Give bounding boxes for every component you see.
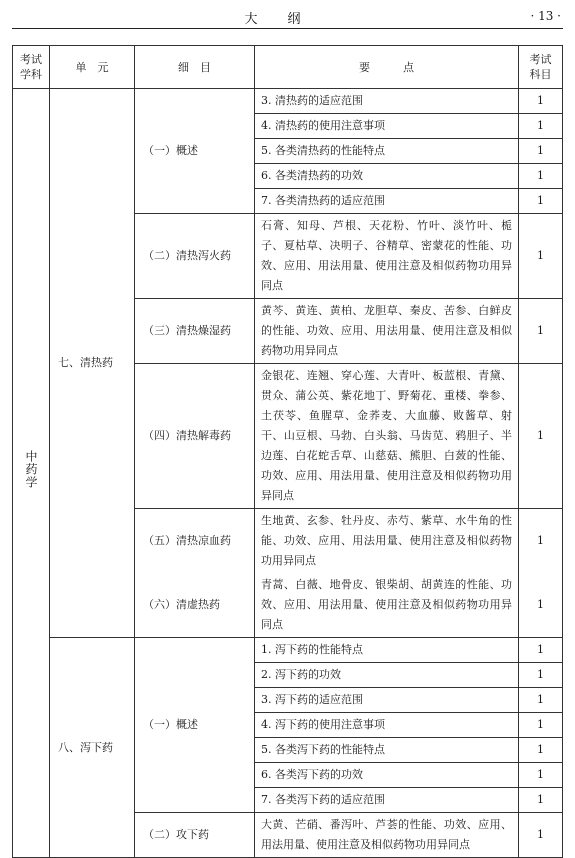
point-cell: 7. 各类泻下药的适应范围 <box>255 788 519 813</box>
page-header <box>12 6 563 28</box>
detail-cell: （二）攻下药 <box>135 813 255 858</box>
header-rule <box>12 28 563 29</box>
count-cell: 1 <box>519 299 563 364</box>
point-cell: 3. 清热药的适应范围 <box>255 89 519 114</box>
syllabus-table <box>12 45 563 858</box>
page-number: · 13 · <box>530 9 561 23</box>
point-cell: 黄芩、黄连、黄柏、龙胆草、秦皮、苦参、白鲜皮的性能、功效、应用、用法用量、使用注意及相似药物功用异同点 <box>255 299 519 364</box>
header-title: 大纲 <box>244 12 331 27</box>
point-cell: 7. 各类清热药的适应范围 <box>255 189 519 214</box>
table-header-row <box>13 46 563 89</box>
count-cell: 1 <box>519 763 563 788</box>
count-cell: 1 <box>519 89 563 114</box>
count-cell: 1 <box>519 364 563 509</box>
detail-cell: （二）清热泻火药 <box>135 214 255 299</box>
point-cell: 金银花、连翘、穿心莲、大青叶、板蓝根、青黛、贯众、蒲公英、紫花地丁、野菊花、重楼、拳参、土茯苓、鱼腥草、金荞麦、大血藤、败酱草、射干、山豆根、马勃、白头翁、马齿苋、鸦胆子、半边莲、白花蛇舌草、山慈菇、熊胆、白蔹的性能、功效、应用、用法用量、使用注意及相似药物功用异同点 <box>255 364 519 509</box>
point-cell: 4. 清热药的使用注意事项 <box>255 114 519 139</box>
detail-cell <box>135 89 255 214</box>
count-cell: 1 <box>519 638 563 663</box>
count-cell: 1 <box>519 738 563 763</box>
count-cell: 1 <box>519 713 563 738</box>
count-cell: 1 <box>519 688 563 713</box>
point-cell: 石膏、知母、芦根、天花粉、竹叶、淡竹叶、栀子、夏枯草、决明子、谷精草、密蒙花的性能、功效、应用、用法用量、使用注意及相似药物功用异同点 <box>255 214 519 299</box>
col-header-count: 考试 科目 <box>519 46 563 89</box>
detail-cell: （六）清虚热药 <box>135 573 255 638</box>
col-header-unit: 单 元 <box>50 46 135 89</box>
count-cell: 1 <box>519 788 563 813</box>
point-cell: 5. 各类清热药的性能特点 <box>255 139 519 164</box>
unit-cell <box>50 638 135 858</box>
count-cell: 1 <box>519 573 563 638</box>
unit-cell <box>50 89 135 638</box>
subject-cell <box>13 89 50 858</box>
count-cell: 1 <box>519 813 563 858</box>
point-cell: 1. 泻下药的性能特点 <box>255 638 519 663</box>
table-row <box>13 89 563 114</box>
point-cell: 大黄、芒硝、番泻叶、芦荟的性能、功效、应用、用法用量、使用注意及相似药物功用异同点 <box>255 813 519 858</box>
point-cell: 4. 泻下药的使用注意事项 <box>255 713 519 738</box>
point-cell: 生地黄、玄参、牡丹皮、赤芍、紫草、水牛角的性能、功效、应用、用法用量、使用注意及相似药物功用异同点 <box>255 509 519 574</box>
col-header-detail: 细 目 <box>135 46 255 89</box>
detail-cell: （五）清热凉血药 <box>135 509 255 574</box>
unit-name: 八、泻下药 <box>58 740 113 754</box>
count-cell: 1 <box>519 114 563 139</box>
subject-name: 中药学 <box>24 450 38 489</box>
detail-cell: （四）清热解毒药 <box>135 364 255 509</box>
detail-cell: （一）概述 <box>135 638 255 813</box>
count-cell: 1 <box>519 189 563 214</box>
count-cell: 1 <box>519 139 563 164</box>
count-cell: 1 <box>519 214 563 299</box>
detail-name: （一）概述 <box>143 144 198 157</box>
point-cell: 6. 各类清热药的功效 <box>255 164 519 189</box>
point-cell: 5. 各类泻下药的性能特点 <box>255 738 519 763</box>
point-cell: 青蒿、白薇、地骨皮、银柴胡、胡黄连的性能、功效、应用、用法用量、使用注意及相似药物功用异同点 <box>255 573 519 638</box>
count-cell: 1 <box>519 663 563 688</box>
table-row <box>13 638 563 663</box>
count-cell: 1 <box>519 164 563 189</box>
unit-name: 七、清热药 <box>58 356 113 369</box>
count-cell: 1 <box>519 509 563 574</box>
point-cell: 6. 各类泻下药的功效 <box>255 763 519 788</box>
col-header-subject: 考试 学科 <box>13 46 50 89</box>
point-cell: 3. 泻下药的适应范围 <box>255 688 519 713</box>
col-header-points: 要 点 <box>255 46 519 89</box>
point-cell: 2. 泻下药的功效 <box>255 663 519 688</box>
detail-cell: （三）清热燥湿药 <box>135 299 255 364</box>
